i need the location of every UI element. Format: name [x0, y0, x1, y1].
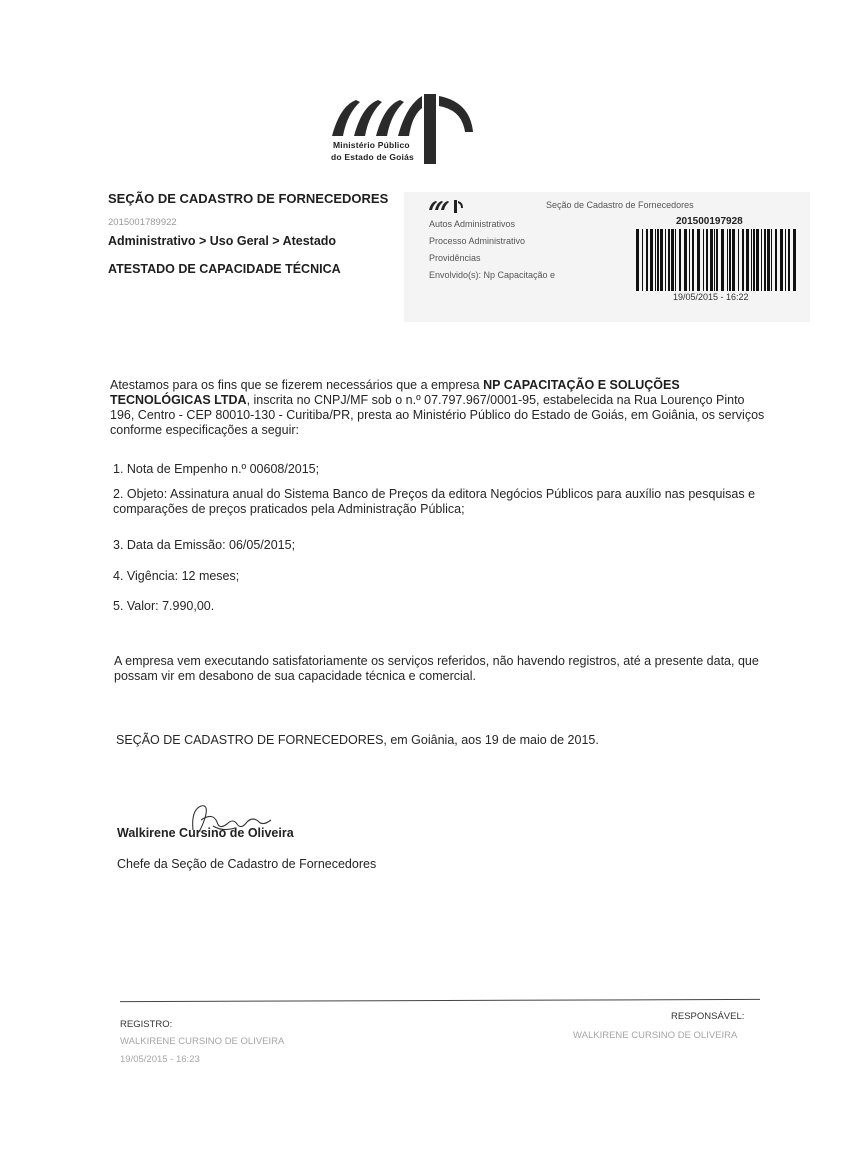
responsavel-label: RESPONSÁVEL: [671, 1011, 745, 1022]
stamp-row-processo: Processo Administrativo [429, 236, 526, 246]
stamp-row-autos: Autos Administrativos [429, 219, 516, 229]
registro-datetime: 19/05/2015 - 16:23 [120, 1054, 200, 1065]
stamp-barcode-number: 201500197928 [676, 216, 743, 227]
document-title: ATESTADO DE CAPACIDADE TÉCNICA [108, 262, 341, 276]
location-date: SEÇÃO DE CADASTRO DE FORNECEDORES, em Goiânia, aos 19 de maio de 2015. [116, 733, 599, 747]
list-item: 5. Valor: 7.990,00. [113, 599, 215, 613]
stamp-row-envolvidos: Envolvido(s): Np Capacitação e [429, 270, 556, 280]
registro-label: REGISTRO: [120, 1019, 173, 1030]
registro-name: WALKIRENE CURSINO DE OLIVEIRA [120, 1036, 285, 1047]
process-number: 2015001789922 [108, 217, 177, 228]
stamp-logo-icon [428, 199, 464, 214]
list-item: 3. Data da Emissão: 06/05/2015; [113, 538, 296, 552]
list-item: 1. Nota de Empenho n.º 00608/2015; [113, 462, 320, 476]
list-item: 2. Objeto: Assinatura anual do Sistema Banco de Preços da editora Negócios Públicos para auxílio nas pesquisas e comparações de preços praticados pela Administração Pública; [113, 487, 756, 516]
logo-text-line1: Ministério Público [333, 140, 410, 150]
section-title: SEÇÃO DE CADASTRO DE FORNECEDORES [108, 191, 389, 206]
barcode-icon [636, 229, 796, 291]
stamp-datetime: 19/05/2015 - 16:22 [673, 292, 749, 302]
footer-divider [120, 999, 760, 1002]
signer-name: Walkirene Cursino de Oliveira [117, 826, 294, 840]
list-item: 4. Vigência: 12 meses; [113, 569, 240, 583]
stamp-row-providencias: Providências [429, 253, 481, 263]
stamp-section-name: Seção de Cadastro de Fornecedores [546, 200, 694, 210]
intro-paragraph: Atestamos para os fins que se fizerem necessários que a empresa NP CAPACITAÇÃO E SOLUÇÕES TECNOLÓGICAS LTDA, inscrita no CNPJ/MF sob o n.º 07.797.967/0001-95, estabelecida na Rua Lourenço Pinto 196, Centro - CEP 80010-130 - Curitiba/PR, presta ao Ministério Público do Estado de Goiás, em Goiânia, os serviços conforme especificações a seguir: [110, 378, 765, 437]
responsavel-name: WALKIRENE CURSINO DE OLIVEIRA [573, 1030, 738, 1041]
signer-role: Chefe da Seção de Cadastro de Fornecedores [117, 857, 377, 871]
closing-paragraph: A empresa vem executando satisfatoriamente os serviços referidos, não havendo registros, até a presente data, que possam vir em desabono de sua capacidade técnica e comercial. [114, 654, 759, 683]
company-name: NP CAPACITAÇÃO E SOLUÇÕES TECNOLÓGICAS LTDA [110, 378, 680, 407]
logo-text-line2: do Estado de Goiás [331, 152, 414, 162]
breadcrumb: Administrativo > Uso Geral > Atestado [108, 234, 337, 248]
